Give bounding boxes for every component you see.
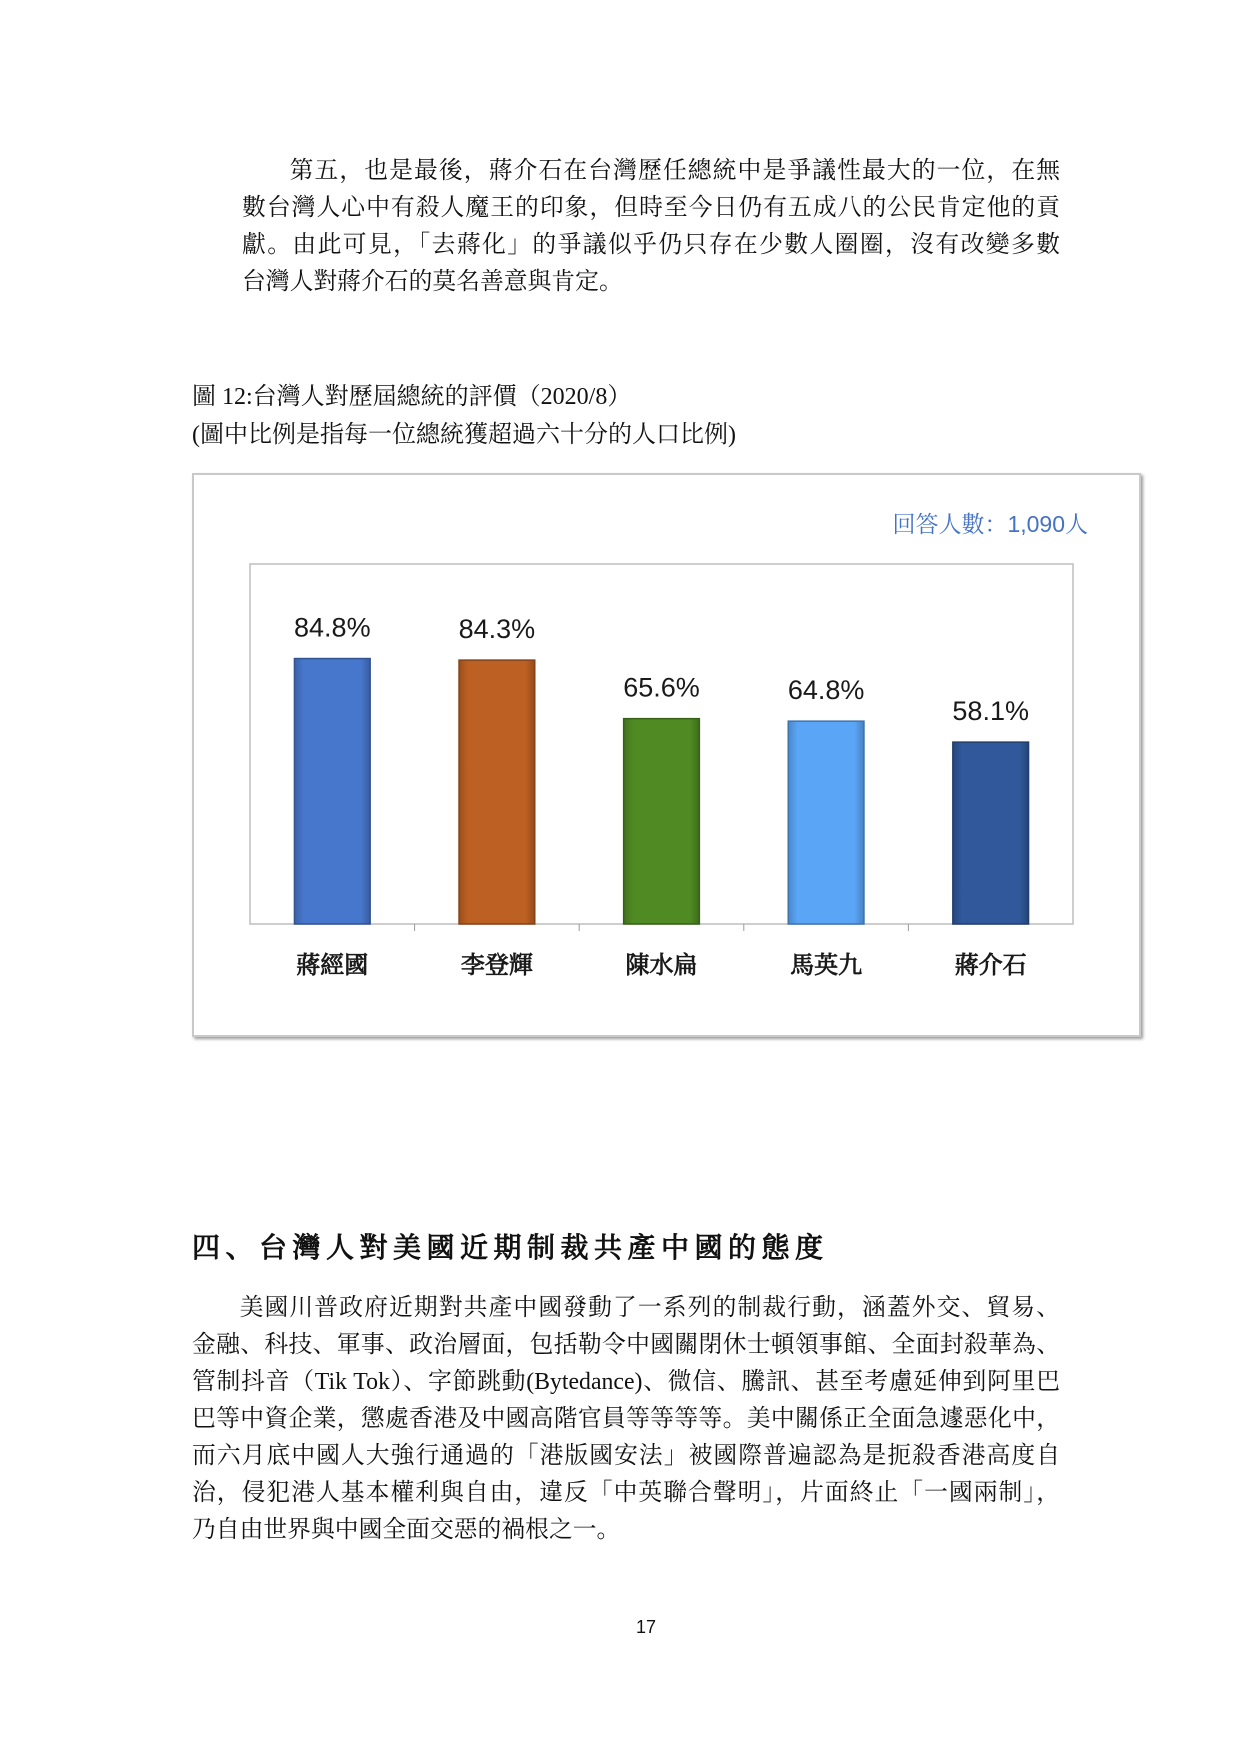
text-line: 美國川普政府近期對共產中國發動了一系列的制裁行動，涵蓋外交、貿易、 xyxy=(239,1295,1060,1321)
figure-caption: 圖 12:台灣人對歷屆總統的評價（2020/8） xyxy=(192,384,632,410)
text-line: 管制抖音（Tik Tok）、字節跳動(Bytedance)、微信、騰訊、甚至考慮延伸到阿里巴 xyxy=(192,1369,1060,1395)
bar-4 xyxy=(788,721,864,924)
category-label: 李登輝 xyxy=(460,951,533,979)
page-number: 17 xyxy=(636,1617,657,1637)
text-line: 第五，也是最後，蔣介石在台灣歷任總統中是爭議性最大的一位，在無 xyxy=(289,158,1060,184)
bar-3 xyxy=(624,719,700,924)
text-line: 獻。由此可見，「去蔣化」的爭議似乎仍只存在少數人圈圈，沒有改變多數 xyxy=(242,232,1060,258)
bar-value-label: 84.8% xyxy=(294,612,371,643)
text-line: 巴等中資企業，懲處香港及中國高階官員等等等等。美中關係正全面急遽惡化中， xyxy=(192,1406,1060,1432)
bar-value-label: 84.3% xyxy=(458,614,536,645)
bar-value-label: 65.6% xyxy=(623,672,700,703)
bar-1 xyxy=(294,659,370,924)
text-line: 金融、科技、軍事、政治層面，包括勒令中國關閉休士頓領事館、全面封殺華為、 xyxy=(192,1332,1060,1358)
presidents-rating-bar-chart xyxy=(192,473,1141,1037)
category-label: 馬英九 xyxy=(790,951,863,979)
bar-5 xyxy=(953,742,1029,924)
text-line: 而六月底中國人大強行通過的「港版國安法」被國際普遍認為是扼殺香港高度自 xyxy=(192,1443,1060,1469)
category-label: 陳水扁 xyxy=(625,951,698,979)
respondent-count-annotation: 回答人數：1,090人 xyxy=(892,511,1088,537)
section-heading: 四、台灣人對美國近期制裁共產中國的態度 xyxy=(192,1233,829,1264)
text-line: 數台灣人心中有殺人魔王的印象，但時至今日仍有五成八的公民肯定他的貢 xyxy=(242,195,1060,221)
chart-svg xyxy=(194,475,1139,1035)
paragraph-us-sanctions xyxy=(192,1290,1060,1549)
category-label: 蔣經國 xyxy=(296,951,369,979)
text-line: 治，侵犯港人基本權利與自由，違反「中英聯合聲明」，片面終止「一國兩制」， xyxy=(192,1480,1060,1506)
category-label: 蔣介石 xyxy=(954,951,1027,979)
figure-note: (圖中比例是指每一位總統獲超過六十分的人口比例) xyxy=(192,422,736,448)
bar-value-label: 58.1% xyxy=(952,696,1029,727)
text-line: 台灣人對蔣介石的莫名善意與肯定。 xyxy=(242,269,623,295)
paragraph-chiang-kai-shek-evaluation xyxy=(242,153,1060,301)
text-line: 乃自由世界與中國全面交惡的禍根之一。 xyxy=(192,1517,621,1543)
bar-2 xyxy=(459,660,535,924)
bar-value-label: 64.8% xyxy=(787,675,865,706)
